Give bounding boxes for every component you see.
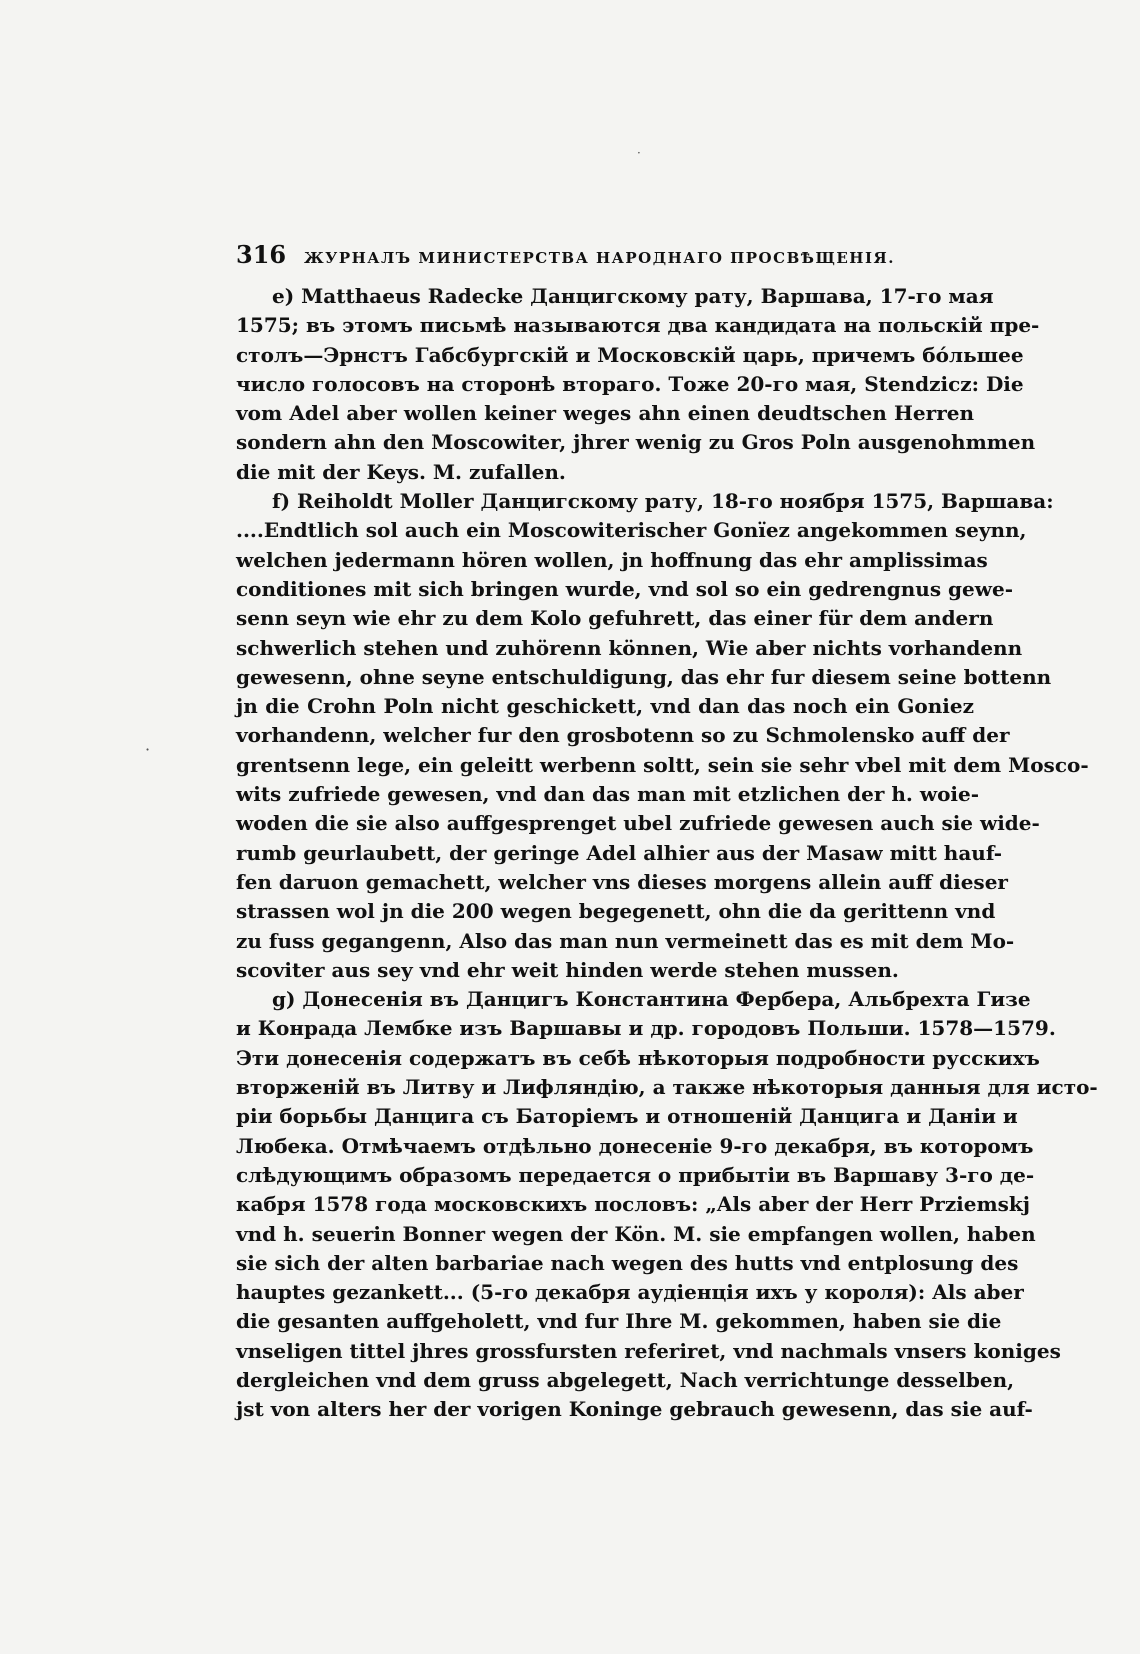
body-text (236, 282, 1098, 1425)
text-line: и Конрада Лембке изъ Варшавы и др. городовъ Польши. 1578—1579. (236, 1016, 1056, 1041)
text-line: Эти донесенія содержатъ въ себѣ нѣкоторыя подробности русскихъ (236, 1045, 1040, 1070)
text-line: die mit der Keys. M. zufallen. (236, 459, 566, 484)
text-line: welchen jedermann hören wollen, jn hoffnung das ehr amplissimas (236, 547, 988, 572)
text-line: 1575; въ этомъ письмѣ называются два кандидата на польскій пре- (236, 313, 1040, 338)
paragraph-g (236, 985, 1098, 1424)
text-line: rumb geurlaubett, der geringe Adel alhier aus der Masaw mitt hauf- (236, 840, 1003, 865)
text-line: Любека. Отмѣчаемъ отдѣльно донесеніе 9-го декабря, въ которомъ (236, 1133, 1034, 1158)
text-line: hauptes gezankett... (5-го декабря аудіенція ихъ у короля): Als aber (236, 1280, 1024, 1305)
text-line: jst von alters her der vorigen Koninge gebrauch gewesenn, das sie auf- (236, 1397, 1033, 1422)
text-line: vom Adel aber wollen keiner weges ahn einen deudtschen Herren (236, 401, 974, 426)
text-line: grentsenn lege, ein geleitt werbenn soltt, sein sie sehr vbel mit dem Mosco- (236, 752, 1089, 777)
text-line: vnd h. seuerin Bonner wegen der Kön. M. sie empfangen wollen, haben (236, 1221, 1036, 1246)
page-content (236, 240, 1098, 1425)
text-line: e) Matthaeus Radecke Данцигскому рату, Варшава, 17-го мая (272, 284, 994, 308)
text-line: vnseligen tittel jhres grossfursten referiret, vnd nachmals vnsers koniges (236, 1338, 1061, 1363)
text-line: wits zufriede gewesen, vnd dan das man mit etzlichen der h. woie- (236, 782, 980, 807)
text-line: gewesenn, ohne seyne entschuldigung, das ehr fur diesem seine bottenn (236, 664, 1052, 689)
text-line: вторженій въ Литву и Лифляндію, а также нѣкоторыя данныя для исто- (236, 1075, 1098, 1100)
text-line: f) Reiholdt Moller Данцигскому рату, 18-го ноября 1575, Варшава: (272, 489, 1054, 514)
text-line: strassen wol jn die 200 wegen begegenett, ohn die da gerittenn vnd (236, 899, 996, 924)
text-line: sondern ahn den Moscowiter, jhrer wenig zu Gros Poln ausgenohmmen (236, 430, 1036, 455)
scan-speck: · (145, 740, 151, 759)
journal-title: ЖУРНАЛЪ МИНИСТЕРСТВА НАРОДНАГО ПРОСВѢЩЕНІЯ. (304, 249, 895, 267)
text-line: scoviter aus sey vnd ehr weit hinden werde stehen mussen. (236, 957, 899, 982)
text-line: кабря 1578 года московскихъ пословъ: „Als aber der Herr Przіemskj (236, 1192, 1031, 1217)
text-line: die gesanten auffgeholett, vnd fur Ihre M. gekommen, haben sie die (236, 1309, 1002, 1334)
text-line: g) Донесенія въ Данцигъ Константина Ферберa, Альбрехта Гизе (272, 987, 1031, 1012)
text-line: ріи борьбы Данцига съ Баторіемъ и отношеній Данцига и Даніи и (236, 1104, 1018, 1129)
text-line: столъ—Эрнстъ Габсбургскій и Московскій царь, причемъ бо́льшее (236, 342, 1024, 367)
running-head (236, 240, 974, 278)
text-line: vorhandenn, welcher fur den grosbotenn so zu Schmolensko auff der (236, 723, 1010, 748)
text-line: zu fuss gegangenn, Also das man nun vermeinett das es mit dem Mo- (236, 928, 1015, 953)
text-line: woden die sie also auffgesprenget ubel zufriede gewesen auch sie wide- (236, 811, 1040, 836)
text-line: ....Endtlich sol auch ein Moscowiterischer Gonïez angekommen seynn, (236, 518, 1027, 543)
text-line: sie sich der alten barbariae nach wegen des hutts vnd entplosung des (236, 1250, 1019, 1275)
text-line: conditiones mit sich bringen wurde, vnd sol so ein gedrengnus gewe- (236, 576, 1014, 601)
paragraph-e (236, 282, 1040, 487)
paragraph-f (236, 487, 1089, 985)
text-line: senn seyn wie ehr zu dem Kolo gefuhrett, das einer für dem andern (236, 606, 994, 631)
text-line: jn die Crohn Poln nicht geschickett, vnd dan das noch ein Goniez (236, 694, 974, 719)
text-line: fen daruon gemachett, welcher vns dieses morgens allein auff dieser (236, 869, 1008, 894)
text-line: dergleichen vnd dem gruss abgelegett, Nach verrichtunge desselben, (236, 1367, 1015, 1392)
page-number: 316 (236, 240, 287, 269)
text-line: число голосовъ на сторонѣ втораго. Тоже 20-го мая, Stendzicz: Die (236, 371, 1024, 396)
text-line: слѣдующимъ образомъ передается о прибытіи въ Варшаву 3-го де- (236, 1162, 1035, 1187)
text-line: schwerlich stehen und zuhörenn können, Wie aber nichts vorhandenn (236, 635, 1023, 660)
scan-speck: · (637, 146, 641, 160)
